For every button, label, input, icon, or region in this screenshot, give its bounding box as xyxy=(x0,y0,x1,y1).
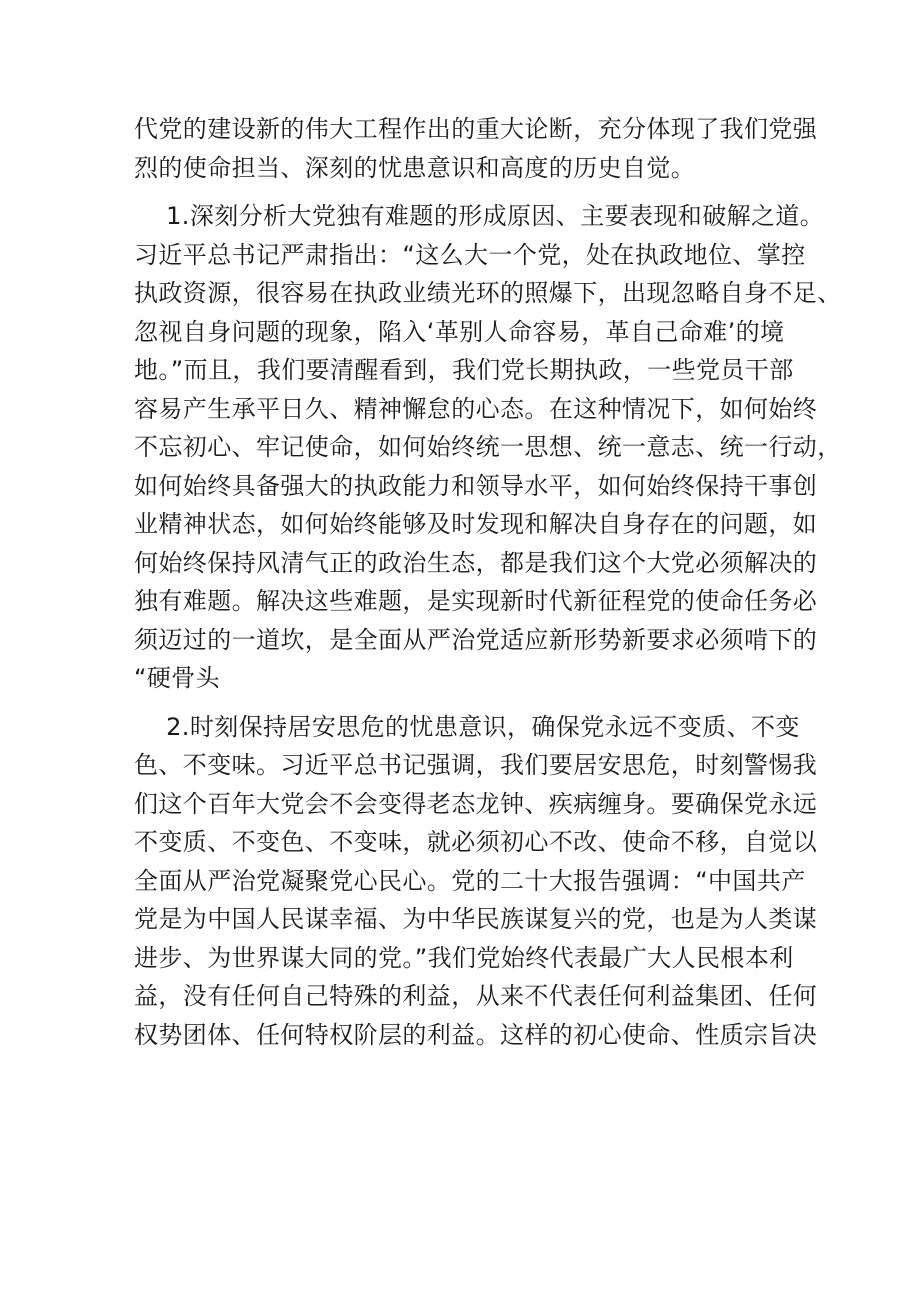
text-line: 权势团体、任何特权阶层的利益。这样的初心使命、性质宗旨决 xyxy=(134,1020,818,1049)
text-line: 如何始终具备强大的执政能力和领导水平，如何始终保持干事创 xyxy=(134,471,818,500)
paragraph-gap xyxy=(134,698,794,708)
document-body xyxy=(134,110,842,1054)
text-line: 烈的使命担当、深刻的忧患意识和高度的历史自觉。 xyxy=(134,153,696,182)
text-line: 习近平总书记严肃指出：“这么大一个党，处在执政地位、掌控 xyxy=(134,240,806,269)
paragraph-1 xyxy=(134,110,818,187)
text-line: 执政资源，很容易在执政业绩光环的照爆下，出现忽略自身不足、 xyxy=(134,279,842,307)
text-line: 进步、为世界谋大同的党。”我们党始终代表最广大人民根本利 xyxy=(134,943,794,972)
text-line: 不忘初心、牢记使命，如何始终统一思想、统一意志、统一行动， xyxy=(134,433,842,461)
paragraph-2 xyxy=(134,197,842,698)
text-line: 容易产生承平日久、精神懈怠的心态。在这种情况下，如何始终 xyxy=(134,394,818,423)
text-line: 党是为中国人民谋幸福、为中华民族谋复兴的党，也是为人类谋 xyxy=(134,905,818,933)
text-line: 须迈过的一道坎，是全面从严治党适应新形势新要求必须啃下的 xyxy=(134,625,818,654)
paragraph-3 xyxy=(134,708,818,1055)
text-line: 2.时刻保持居安思危的忧患意识，确保党永远不变质、不变 xyxy=(134,712,800,741)
paragraph-gap xyxy=(134,187,794,197)
text-line: 全面从严治党凝聚党心民心。党的二十大报告强调：“中国共产 xyxy=(134,866,806,895)
text-line: 们这个百年大党会不会变得老态龙钟、疾病缠身。要确保党永远 xyxy=(134,789,818,818)
text-line: 忽视自身问题的现象，陷入‘革别人命容易，革自己命难’的境 xyxy=(134,317,785,346)
text-line: 益，没有任何自己特殊的利益，从来不代表任何利益集团、任何 xyxy=(134,982,818,1010)
text-line: 1.深刻分析大党独有难题的形成原因、主要表现和破解之道。 xyxy=(134,202,825,230)
text-line: 地。”而且，我们要清醒看到，我们党长期执政，一些党员干部 xyxy=(134,356,794,384)
text-line: 何始终保持风清气正的政治生态，都是我们这个大党必须解决的 xyxy=(134,548,818,577)
text-line: 业精神状态，如何始终能够及时发现和解决自身存在的问题，如 xyxy=(134,510,818,538)
text-line: 独有难题。解决这些难题，是实现新时代新征程党的使命任务必 xyxy=(134,587,818,615)
text-line: 代党的建设新的伟大工程作出的重大论断，充分体现了我们党强 xyxy=(134,115,818,143)
text-line: “硬骨头 xyxy=(134,664,221,692)
text-line: 不变质、不变色、不变味，就必须初心不改、使命不移，自觉以 xyxy=(134,828,818,856)
text-line: 色、不变味。习近平总书记强调，我们要居安思危，时刻警惕我 xyxy=(134,751,818,779)
